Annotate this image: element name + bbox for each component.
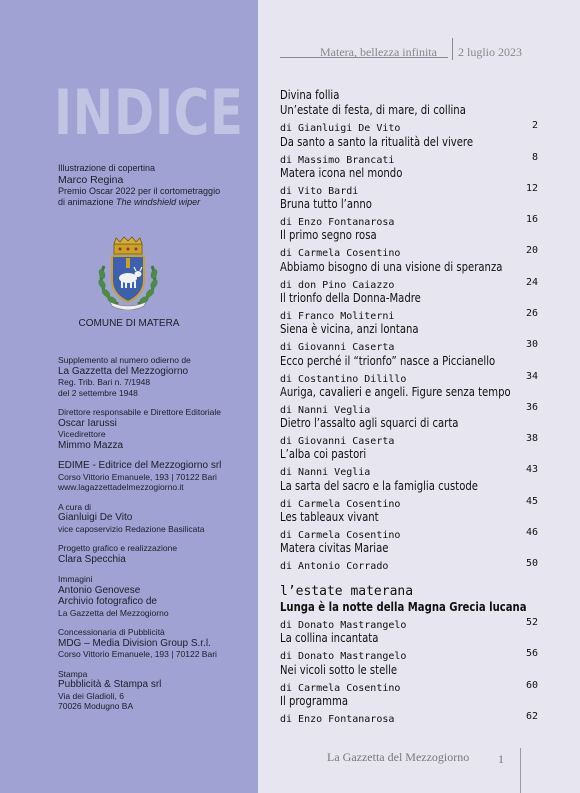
toc-entry-author: di Massimo Brancati (280, 154, 395, 166)
toc-entry-page: 8 (531, 151, 538, 163)
credit-text: www.lagazzettadelmezzogiorno.it (58, 482, 184, 492)
toc-entry[interactable] (280, 631, 538, 662)
credits-supplement (58, 355, 254, 398)
toc-entry[interactable] (280, 694, 538, 725)
credit-name: MDG – Media Division Group S.r.l. (58, 637, 211, 649)
credit-name: Clara Specchia (58, 553, 126, 565)
credit-name: Oscar Iarussi (58, 417, 117, 429)
credit-name: Gianluigi De Vito (58, 512, 133, 523)
toc-lead-title: Lunga è la notte della Magna Grecia lucana (280, 600, 527, 614)
toc-entry-title: Da santo a santo la ritualità del vivere (280, 134, 474, 149)
toc-entry-page: 38 (525, 433, 538, 445)
credit-name: Mimmo Mazza (58, 439, 124, 451)
credit-text: del 2 settembre 1948 (58, 387, 138, 398)
table-of-contents (280, 88, 538, 573)
credit-name: EDIME - Editrice del Mezzogiorno srl (58, 460, 222, 471)
toc-entry-author: di Giovanni Caserta (280, 436, 395, 448)
header-divider (452, 38, 453, 60)
toc-entry[interactable] (280, 416, 538, 447)
credit-name: Pubblicità & Stampa srl (58, 679, 162, 690)
toc-entry-title: Il trionfo della Donna-Madre (280, 290, 421, 305)
toc-entry-author: di Franco Moliterni (280, 310, 395, 322)
toc-entry-author: di Gianluigi De Vito (280, 123, 401, 134)
toc-entry-title: Nei vicoli sotto le stelle (280, 662, 398, 677)
toc-section-estate (280, 584, 538, 725)
toc-entry-page: 56 (525, 648, 538, 660)
toc-entry-page: 24 (525, 276, 538, 288)
footer-divider (520, 748, 521, 793)
footer-page-number: 1 (498, 752, 504, 766)
credit-text: Via dei Gladioli, 6 (58, 690, 124, 701)
toc-entry[interactable] (280, 88, 538, 135)
toc-entry-author: di Vito Bardi (280, 185, 359, 197)
cover-credit (58, 163, 254, 208)
credit-name: La Gazzetta del Mezzogiorno (58, 365, 189, 377)
toc-entry-page: 50 (525, 558, 538, 570)
toc-entry-title: Matera icona nel mondo (280, 165, 403, 180)
toc-entry-author: di Carmela Cosentino (280, 682, 401, 694)
toc-entry-author: di Antonio Corrado (280, 561, 389, 573)
section-heading: l’estate materana (280, 584, 414, 599)
credits-column (58, 355, 254, 721)
toc-entry-author: di Carmela Cosentino (280, 530, 401, 542)
credit-role: Stampa (58, 668, 88, 679)
toc-entry[interactable] (280, 479, 538, 510)
comune-label: COMUNE DI MATERA (78, 318, 180, 329)
toc-entry-author: di Donato Mastrangelo (280, 651, 407, 663)
coat-of-arms-icon (96, 236, 160, 310)
toc-entry[interactable] (280, 260, 538, 291)
toc-entry[interactable] (280, 663, 538, 694)
cover-award-prefix: di animazione (58, 197, 117, 207)
toc-entry-author: di don Pino Caiazzo (280, 279, 395, 291)
cover-award-film: The windshield wiper (116, 197, 201, 207)
toc-entry-title: Siena è vicina, anzi lontana (280, 322, 419, 337)
credit-role: Concessionaria di Pubblicità (58, 627, 165, 637)
toc-entry-title: Auriga, cavalieri e angeli. Figure senza tempo (280, 384, 511, 399)
credit-text: Reg. Trib. Bari n. 7/1948 (58, 377, 151, 387)
toc-entry-page: 12 (525, 182, 538, 194)
toc-entry-page: 52 (525, 617, 538, 628)
toc-entry[interactable] (280, 197, 538, 228)
credits-design (58, 543, 254, 565)
toc-entry-title: Il primo segno rosa (280, 228, 377, 243)
credit-role: Immagini (58, 574, 93, 584)
toc-entry[interactable] (280, 600, 538, 631)
page-title: INDICE (54, 76, 244, 149)
credit-role: Vicedirettore (58, 429, 106, 439)
toc-entry-author: di Nanni Veglia (280, 404, 371, 416)
credits-publisher (58, 460, 254, 493)
cover-label: Illustrazione di copertina (58, 163, 156, 173)
toc-entry-title: Dietro l’assalto agli squarci di carta (280, 416, 459, 431)
cover-author: Marco Regina (58, 174, 124, 186)
credit-name: Archivio fotografico de (58, 596, 157, 607)
cover-award-film-line (58, 197, 254, 208)
toc-entry[interactable] (280, 510, 538, 541)
toc-entry[interactable] (280, 447, 538, 478)
credit-text: Corso Vittorio Emanuele, 193 | 70122 Bari (58, 471, 217, 482)
toc-entry-page: 62 (525, 710, 538, 722)
toc-entry-page: 45 (525, 495, 538, 507)
cover-award-line: Premio Oscar 2022 per il cortometraggio (58, 186, 221, 196)
toc-entry[interactable] (280, 354, 538, 385)
toc-entry-author: di Donato Mastrangelo (280, 620, 407, 631)
credits-print (58, 669, 254, 712)
toc-entry-page: 2 (531, 120, 538, 131)
toc-entry[interactable] (280, 166, 538, 197)
credit-role: A cura di (58, 501, 92, 512)
toc-entry-title: La collina incantata (280, 631, 379, 646)
toc-entry[interactable] (280, 541, 538, 572)
toc-entry-page: 34 (525, 370, 538, 382)
toc-entry-author: di Carmela Cosentino (280, 498, 401, 510)
toc-entry-title: Abbiamo bisogno di una visione di speranza (280, 259, 503, 274)
toc-entry[interactable] (280, 228, 538, 259)
toc-entry-author: di Carmela Cosentino (280, 248, 401, 260)
toc-entry-page: 36 (525, 401, 538, 413)
toc-entry-page: 20 (525, 245, 538, 257)
credit-text: Corso Vittorio Emanuele, 193 | 70122 Bari (58, 649, 217, 659)
toc-entry-page: 16 (525, 214, 538, 226)
toc-entry-author: di Nanni Veglia (280, 467, 371, 479)
header-date: 2 luglio 2023 (458, 45, 523, 59)
toc-entry-title: Ecco perché il “trionfo” nasce a Piccianello (280, 353, 496, 368)
toc-entry-title: Les tableaux vivant (280, 510, 379, 525)
credit-text: Supplemento al numero odierno de (58, 355, 191, 365)
credit-text: 70026 Modugno BA (58, 701, 134, 711)
toc-entry-author: di Giovanni Caserta (280, 342, 395, 354)
credits-direction (58, 407, 254, 451)
toc-entry[interactable] (280, 291, 538, 322)
toc-entry-author: di Enzo Fontanarosa (280, 713, 395, 725)
credit-name: Antonio Genovese (58, 584, 141, 596)
toc-entry-page: 30 (525, 339, 538, 351)
toc-entry-page: 60 (525, 679, 538, 691)
credits-curator (58, 502, 254, 535)
credit-text: La Gazzetta del Mezzogiorno (58, 607, 169, 618)
toc-entry-title: Bruna tutto l’anno (280, 197, 372, 212)
credits-ads (58, 627, 254, 660)
footer-publication: La Gazzetta del Mezzogiorno (327, 750, 470, 764)
toc-entry-page: 26 (525, 307, 538, 319)
toc-entry[interactable] (280, 322, 538, 353)
toc-entry-author: di Costantino Dilillo (280, 373, 407, 385)
toc-entry-title: L’alba coi pastori (280, 447, 367, 462)
credit-role: Progetto grafico e realizzazione (58, 543, 178, 553)
toc-lead-title: Divina follia (280, 88, 340, 102)
header-subtitle: Matera, bellezza infinita (320, 45, 437, 59)
toc-entry-page: 46 (525, 527, 538, 539)
toc-entry-title: Un’estate di festa, di mare, di collina (280, 103, 466, 117)
credit-text: vice caposervizio Redazione Basilicata (58, 523, 205, 534)
toc-entry-title: La sarta del sacro e la famiglia custode (280, 478, 478, 493)
toc-entry-title: Matera civitas Mariae (280, 541, 389, 556)
credit-role: Direttore responsabile e Direttore Editoriale (58, 407, 221, 417)
toc-entry-page: 43 (525, 464, 538, 476)
credits-images (58, 574, 254, 618)
toc-entry[interactable] (280, 385, 538, 416)
toc-entry-title: Il programma (280, 693, 349, 708)
toc-entry[interactable] (280, 135, 538, 166)
toc-entry-author: di Enzo Fontanarosa (280, 217, 395, 229)
